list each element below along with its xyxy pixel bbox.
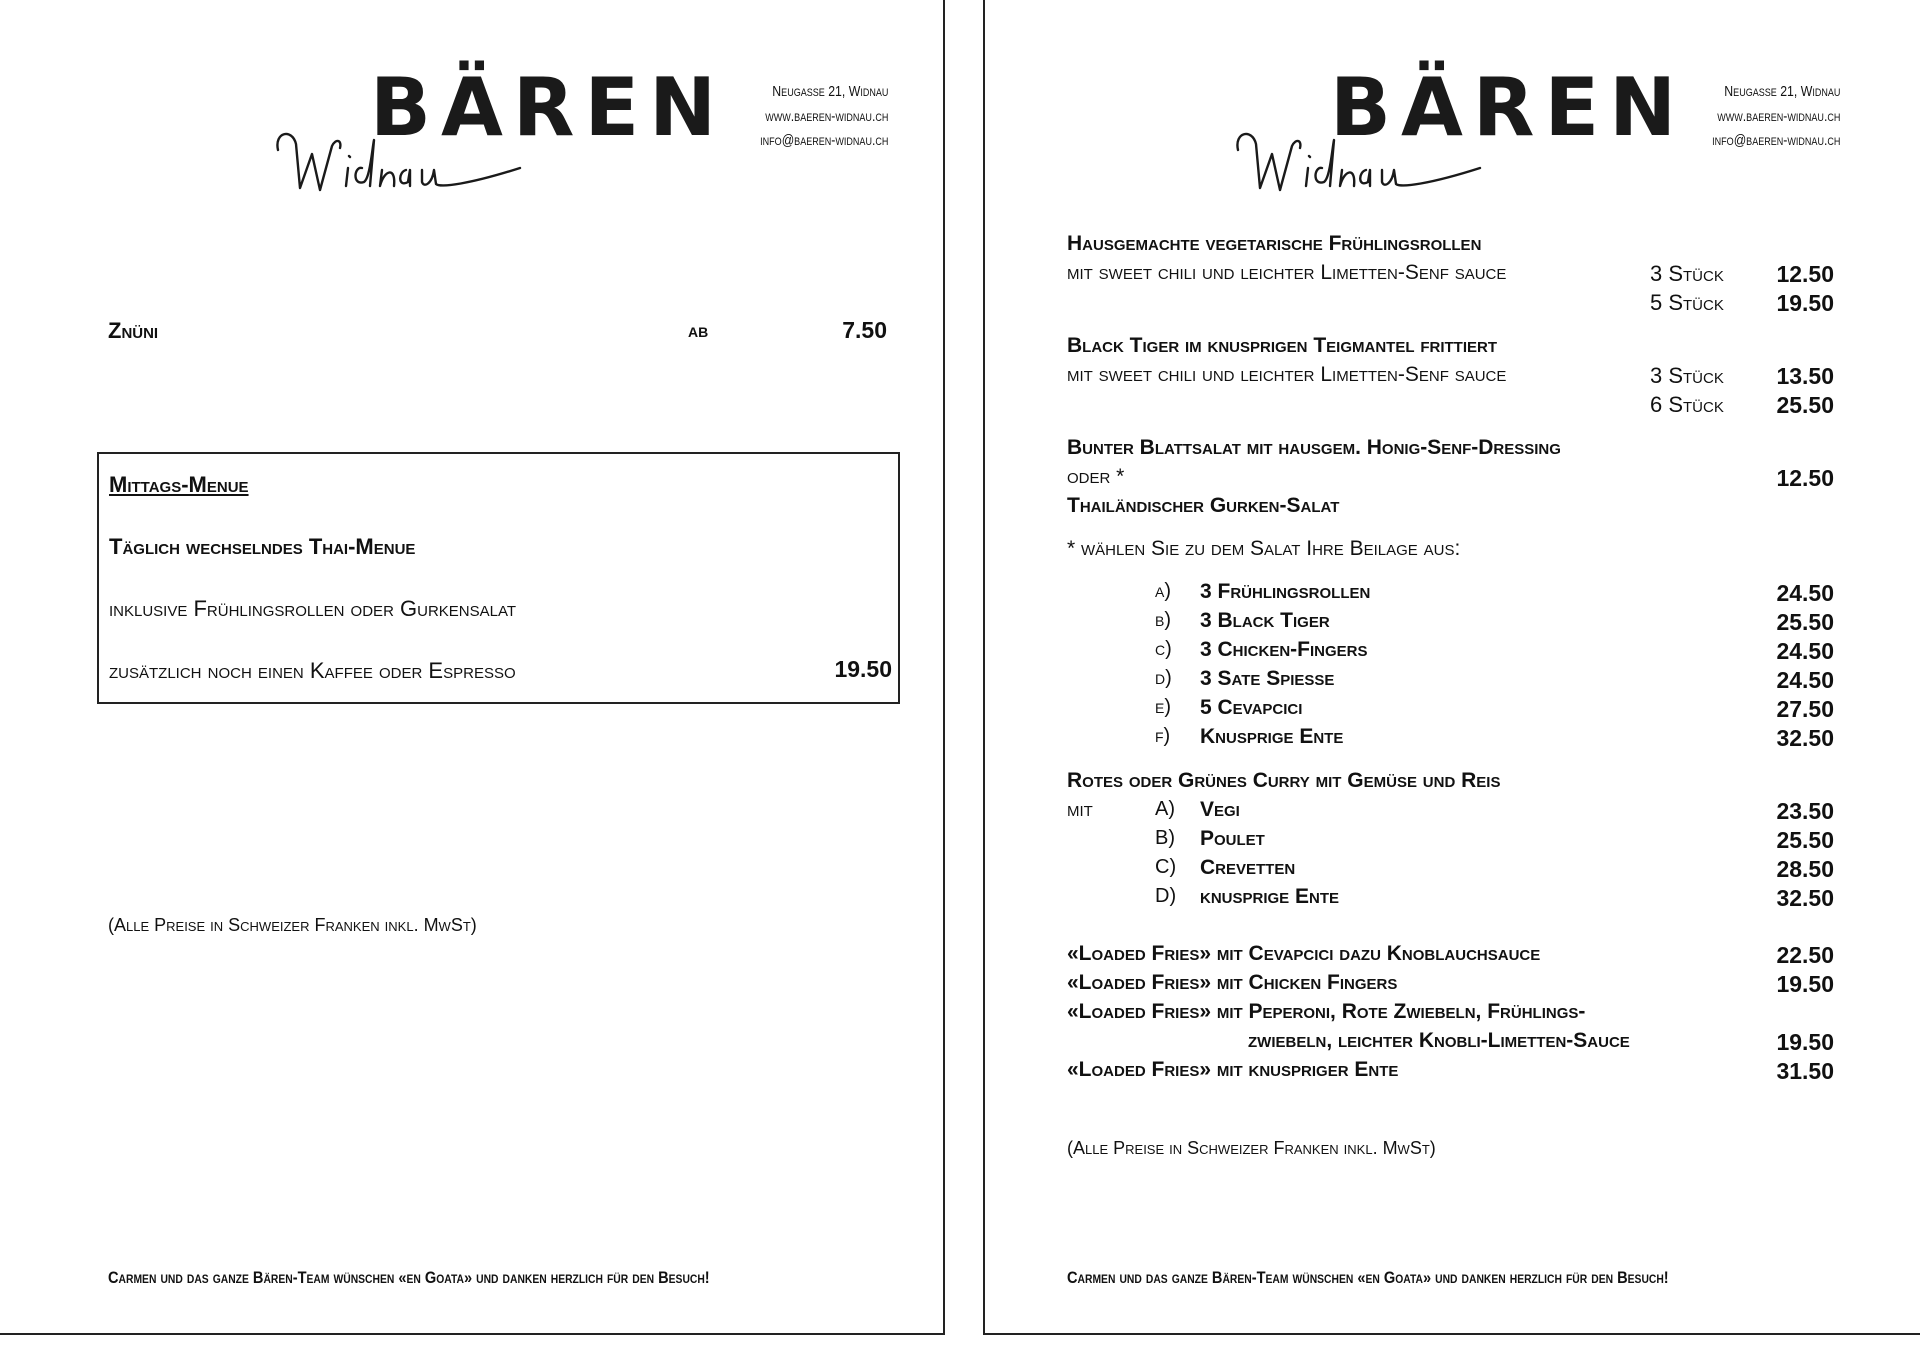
fries-item-continued xyxy=(985,1029,1920,1058)
side-letter: b) xyxy=(1155,609,1171,631)
curry-name: Poulet xyxy=(1200,827,1265,850)
salad-alt-title: Thailändischer Gurken-Salat xyxy=(1067,494,1340,517)
fries-item xyxy=(985,971,1920,1000)
address: Neugasse 21, Widnau xyxy=(1723,83,1840,100)
salad-price: 12.50 xyxy=(1776,465,1834,491)
curry-option xyxy=(985,856,1920,885)
black-tiger-price-2: 25.50 xyxy=(1776,392,1834,418)
curry-letter: D) xyxy=(1155,885,1177,907)
logo-wordmark: BÄREN xyxy=(370,61,727,154)
fries-item xyxy=(985,1058,1920,1087)
curry-option xyxy=(985,798,1920,827)
spring-rolls-desc: mit sweet chili und leichter Limetten-Senf sauce xyxy=(1067,261,1507,284)
salad-note-row xyxy=(985,537,1920,566)
spring-rolls-option-1 xyxy=(985,261,1920,290)
side-price: 24.50 xyxy=(1776,667,1834,693)
footer-thanks: Carmen und das ganze Bären-Team wünschen «en Goata» und danken herzlich für den Besuch! xyxy=(108,1268,710,1287)
lunch-title: Mittags-Menue xyxy=(109,472,249,497)
curry-price: 25.50 xyxy=(1776,827,1834,853)
fries-item xyxy=(985,942,1920,971)
logo-wordmark: BÄREN xyxy=(1330,61,1687,154)
spring-rolls-price-2: 19.50 xyxy=(1776,290,1834,316)
website-link[interactable]: www.baeren-widnau.ch xyxy=(1716,107,1840,125)
side-letter: e) xyxy=(1155,696,1171,718)
black-tiger-option-1 xyxy=(985,363,1920,392)
spring-rolls-qty-2: 5 Stück xyxy=(1650,290,1724,315)
lunch-line-1: Täglich wechselndes Thai-Menue xyxy=(109,534,416,559)
side-item xyxy=(985,696,1920,725)
znueni-price: 7.50 xyxy=(842,317,887,343)
side-name: 3 Sate Spiesse xyxy=(1200,667,1335,690)
address: Neugasse 21, Widnau xyxy=(771,83,888,100)
side-price: 32.50 xyxy=(1776,725,1834,751)
salad-line-2 xyxy=(985,465,1920,494)
lunch-line-2: inklusive Frühlingsrollen oder Gurkensalat xyxy=(109,596,517,621)
curry-name: knusprige Ente xyxy=(1200,885,1340,908)
fries-name-line-2: zwiebeln, leichter Knobli-Limetten-Sauce xyxy=(1248,1029,1630,1052)
side-name: 3 Frühlingsrollen xyxy=(1200,580,1371,603)
black-tiger-price-1: 13.50 xyxy=(1776,363,1834,389)
baeren-logo xyxy=(1230,60,1687,200)
spring-rolls-title-row xyxy=(985,232,1920,261)
curry-price: 23.50 xyxy=(1776,798,1834,824)
curry-letter: A) xyxy=(1155,798,1175,820)
curry-letter: C) xyxy=(1155,856,1177,878)
menu-page-left xyxy=(0,0,945,1335)
logo-script-widnau xyxy=(1230,110,1490,210)
fries-name: «Loaded Fries» mit knuspriger Ente xyxy=(1067,1058,1399,1081)
salad-or: oder * xyxy=(1067,465,1125,488)
black-tiger-qty-2: 6 Stück xyxy=(1650,392,1724,417)
fries-name: «Loaded Fries» mit Peperoni, Rote Zwiebeln, Frühlings- xyxy=(1067,1000,1586,1023)
znueni-label: Znüni xyxy=(108,318,159,343)
side-name: Knusprige Ente xyxy=(1200,725,1344,748)
curry-mit: mit xyxy=(1067,798,1093,821)
curry-title-row xyxy=(985,769,1920,798)
black-tiger-option-2 xyxy=(985,392,1920,421)
side-letter: c) xyxy=(1155,638,1172,660)
fries-price: 22.50 xyxy=(1776,942,1834,968)
spring-rolls-price-1: 12.50 xyxy=(1776,261,1834,287)
website-link[interactable]: www.baeren-widnau.ch xyxy=(764,107,888,125)
baeren-logo xyxy=(270,60,727,200)
side-item xyxy=(985,609,1920,638)
fries-price: 31.50 xyxy=(1776,1058,1834,1084)
salad-title: Bunter Blattsalat mit hausgem. Honig-Senf-Dressing xyxy=(1067,436,1561,459)
curry-option xyxy=(985,827,1920,856)
curry-price: 28.50 xyxy=(1776,856,1834,882)
fries-name: «Loaded Fries» mit Cevapcici dazu Knoblauchsauce xyxy=(1067,942,1541,965)
side-price: 24.50 xyxy=(1776,580,1834,606)
lunch-line-3: zusätzlich noch einen Kaffee oder Espresso xyxy=(109,658,516,683)
side-letter: f) xyxy=(1155,725,1171,747)
fries-price: 19.50 xyxy=(1776,971,1834,997)
black-tiger-title: Black Tiger im knusprigen Teigmantel frittiert xyxy=(1067,334,1497,357)
fries-name: «Loaded Fries» mit Chicken Fingers xyxy=(1067,971,1398,994)
email-link[interactable]: info@baeren-widnau.ch xyxy=(759,132,888,149)
side-item xyxy=(985,580,1920,609)
salad-line-3 xyxy=(985,494,1920,523)
salad-note: * wählen Sie zu dem Salat Ihre Beilage aus: xyxy=(1067,537,1461,560)
lunch-menu-box xyxy=(97,452,900,704)
footer-thanks: Carmen und das ganze Bären-Team wünschen «en Goata» und danken herzlich für den Besuch! xyxy=(1067,1268,1669,1287)
side-item xyxy=(985,638,1920,667)
salad-line-1 xyxy=(985,436,1920,465)
znueni-prefix: ab xyxy=(688,320,709,342)
side-letter: a) xyxy=(1155,580,1171,602)
side-item xyxy=(985,667,1920,696)
black-tiger-desc: mit sweet chili und leichter Limetten-Senf sauce xyxy=(1067,363,1507,386)
contact-block xyxy=(760,80,888,154)
black-tiger-title-row xyxy=(985,334,1920,363)
fries-price: 19.50 xyxy=(1776,1029,1834,1055)
spring-rolls-title: Hausgemachte vegetarische Frühlingsrollen xyxy=(1067,232,1482,255)
spring-rolls-option-2 xyxy=(985,290,1920,319)
prices-note: (Alle Preise in Schweizer Franken inkl. MwSt) xyxy=(108,915,477,935)
contact-block xyxy=(1712,80,1840,154)
side-price: 27.50 xyxy=(1776,696,1834,722)
curry-name: Crevetten xyxy=(1200,856,1296,879)
curry-title: Rotes oder Grünes Curry mit Gemüse und Reis xyxy=(1067,769,1501,792)
lunch-price: 19.50 xyxy=(834,656,892,682)
side-price: 24.50 xyxy=(1776,638,1834,664)
side-price: 25.50 xyxy=(1776,609,1834,635)
curry-option xyxy=(985,885,1920,914)
curry-name: Vegi xyxy=(1200,798,1240,821)
side-name: 5 Cevapcici xyxy=(1200,696,1303,719)
logo-script-widnau xyxy=(270,110,530,210)
curry-letter: B) xyxy=(1155,827,1175,849)
menu-page-right xyxy=(983,0,1920,1335)
fries-item xyxy=(985,1000,1920,1029)
side-letter: d) xyxy=(1155,667,1172,689)
email-link[interactable]: info@baeren-widnau.ch xyxy=(1711,132,1840,149)
prices-note: (Alle Preise in Schweizer Franken inkl. MwSt) xyxy=(1067,1138,1436,1158)
side-name: 3 Chicken-Fingers xyxy=(1200,638,1368,661)
black-tiger-qty-1: 3 Stück xyxy=(1650,363,1724,388)
curry-price: 32.50 xyxy=(1776,885,1834,911)
spring-rolls-qty-1: 3 Stück xyxy=(1650,261,1724,286)
side-name: 3 Black Tiger xyxy=(1200,609,1330,632)
side-item xyxy=(985,725,1920,754)
